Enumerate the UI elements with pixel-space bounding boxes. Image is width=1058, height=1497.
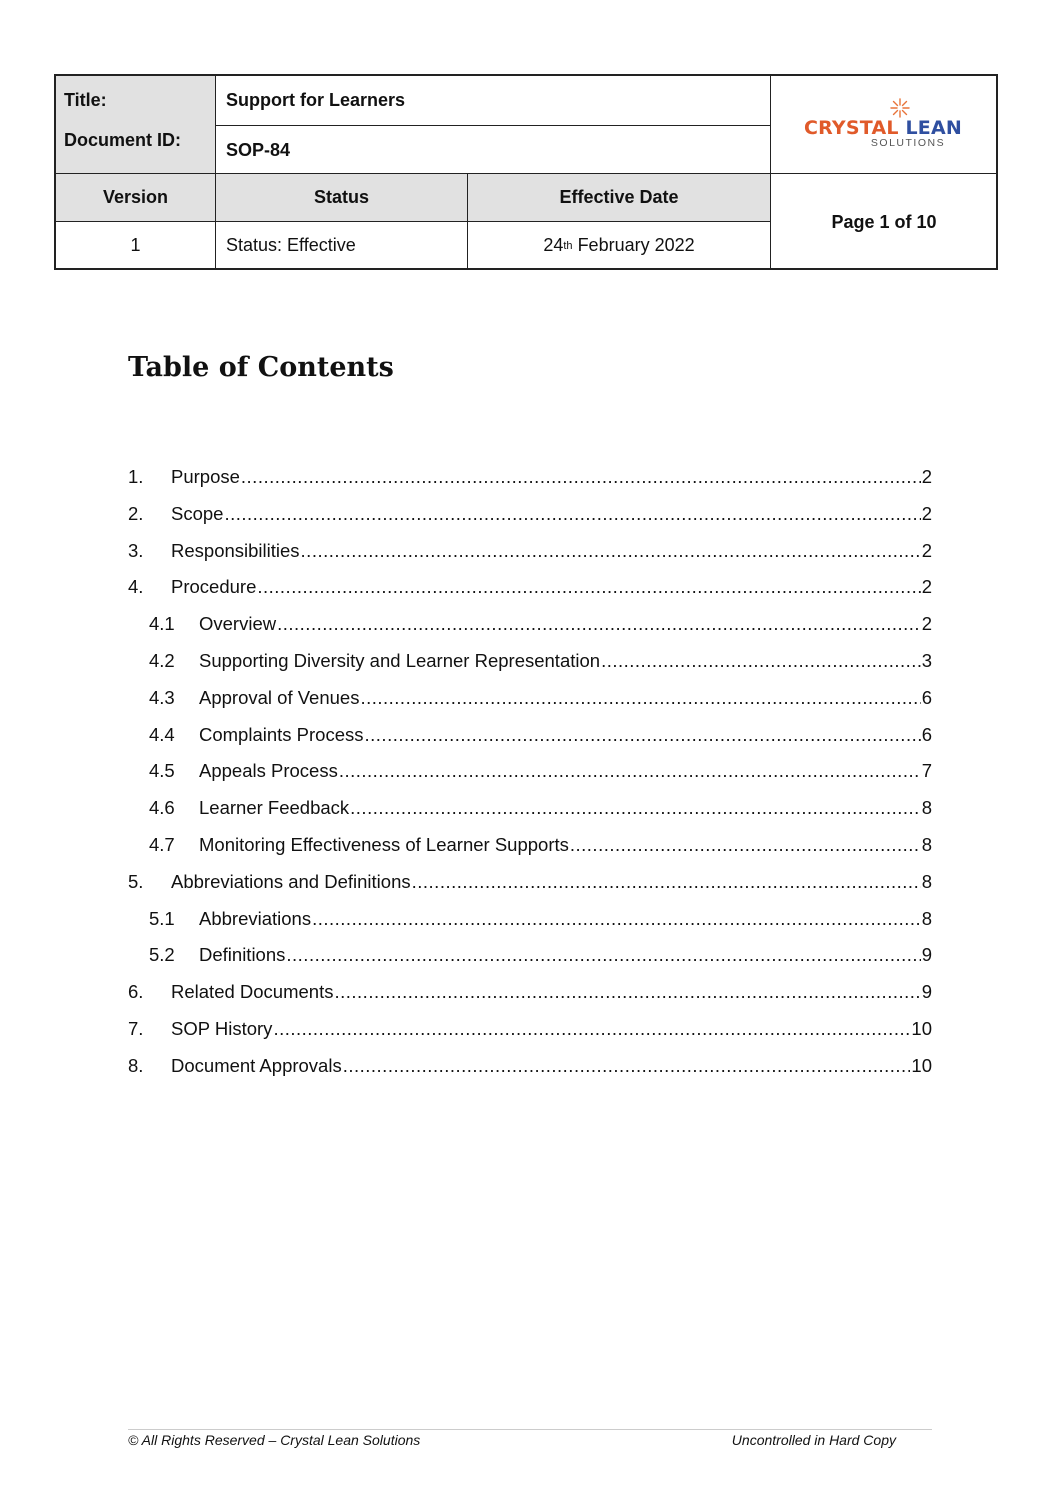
toc-entry-title: Monitoring Effectiveness of Learner Supports [199,833,569,855]
toc-entry-number: 4.4 [149,723,175,745]
toc-entry[interactable] [128,540,932,577]
toc-entry[interactable] [128,687,932,724]
document-id-value: SOP-84 [226,130,290,170]
logo-subtitle: SOLUTIONS [870,137,946,149]
logo-wordmark [804,117,962,139]
toc-entry-title: Purpose [171,466,240,487]
toc-entry-number: 4.7 [149,833,175,855]
toc-leader-dots [312,908,921,930]
toc-leader-dots [241,466,921,488]
toc-entry-title: Abbreviations [199,907,312,929]
toc-leader-dots [412,871,921,893]
toc-entry-page: 7 [921,760,932,782]
logo-word1: CRYSTAL [803,117,899,139]
toc-entry-number: 5.1 [149,907,175,929]
toc-entry-number: 7. [128,1017,144,1039]
toc-entry-title: Scope [171,502,224,524]
toc-entry-number: 6. [128,981,144,1003]
toc-entry[interactable] [128,871,932,908]
toc-entry[interactable] [128,613,932,650]
toc-entry-number: 4.2 [149,649,175,671]
toc-entry[interactable] [128,576,932,613]
toc-entry[interactable] [128,503,932,540]
title-value: Support for Learners [226,80,405,120]
toc-entry[interactable] [128,1018,932,1055]
date-suffix: th [563,239,573,252]
title-label: Title: [64,89,107,110]
toc-entry-number: 4.5 [149,760,175,782]
toc-entry-title: Document Approvals [171,1054,342,1076]
table-divider [216,125,770,126]
toc-entry-number: 4.3 [149,686,175,708]
toc-leader-dots [334,981,920,1003]
toc-entry-number: 5. [128,870,144,892]
date-day: 24 [543,235,564,255]
toc-entry-page: 6 [921,686,932,708]
toc-entry-page: 2 [921,576,932,598]
toc-entry[interactable] [128,724,932,761]
version-value: 1 [130,235,141,255]
toc-entry[interactable] [128,981,932,1018]
toc-entry-page: 8 [921,870,932,892]
page-info: Page 1 of 10 [831,211,937,232]
toc-entry-title: Learner Feedback [199,797,350,819]
toc-entry[interactable] [128,908,932,945]
toc-entry-number: 8. [128,1054,144,1076]
toc-entry-title: Procedure [171,576,257,598]
date-rest: February 2022 [572,235,695,255]
toc-leader-dots [365,724,921,746]
toc-entry-title: Approval of Venues [199,686,360,708]
toc-entry-page: 9 [921,944,932,966]
toc-leader-dots [273,1018,910,1040]
toc-entry-page: 10 [911,1054,932,1076]
toc-entry-title: Responsibilities [171,539,300,561]
toc-leader-dots [601,650,921,672]
star-burst-icon [890,98,910,118]
footer-divider [128,1429,932,1430]
version-header: Version [56,174,215,221]
toc-entry-title: Abbreviations and Definitions [171,870,411,892]
toc-entry-page: 9 [921,981,932,1003]
toc-leader-dots [350,797,921,819]
table-divider [215,74,216,270]
toc-entry-title: Overview [199,613,277,635]
toc-entry-number: 4.1 [149,613,175,635]
footer-copyright: © All Rights Reserved – Crystal Lean Solutions [128,1432,421,1448]
company-logo [770,75,996,173]
status-value: Status: Effective [226,235,356,255]
toc-leader-dots [570,834,921,856]
toc-entry[interactable] [128,650,932,687]
toc-entry[interactable] [128,1055,932,1092]
toc-leader-dots [360,687,920,709]
toc-entry-page: 8 [921,907,932,929]
toc-entry-title: Related Documents [171,981,334,1003]
toc-heading: Table of Contents [128,352,394,383]
toc-entry-page: 8 [921,833,932,855]
toc-entry-page: 3 [921,649,932,671]
toc-leader-dots [286,944,920,966]
toc-entry[interactable] [128,760,932,797]
toc-entry-page: 8 [921,797,932,819]
toc-entry-title: Definitions [199,944,286,966]
toc-entry-number: 4. [128,576,144,598]
table-of-contents [128,466,932,1092]
toc-entry-number: 5.2 [149,944,175,966]
toc-leader-dots [343,1055,911,1077]
toc-entry-title: Supporting Diversity and Learner Representation [199,649,601,671]
effective-date-header: Effective Date [468,174,770,221]
toc-entry-number: 2. [128,502,144,524]
toc-entry-page: 2 [921,466,932,487]
toc-leader-dots [224,503,920,525]
logo-word2: LEAN [905,117,962,139]
toc-leader-dots [277,613,921,635]
toc-entry-title: Complaints Process [199,723,364,745]
toc-entry-page: 2 [921,502,932,524]
toc-entry-title: SOP History [171,1017,273,1039]
toc-entry[interactable] [128,466,932,503]
toc-entry[interactable] [128,797,932,834]
toc-entry[interactable] [128,944,932,981]
toc-leader-dots [257,576,920,598]
toc-entry-page: 2 [921,539,932,561]
footer-notice: Uncontrolled in Hard Copy [731,1432,896,1448]
toc-entry-page: 2 [921,613,932,635]
effective-date-value [468,222,770,269]
toc-entry-title: Appeals Process [199,760,338,782]
toc-entry-page: 10 [911,1017,932,1039]
document-id-label: Document ID: [64,129,181,150]
status-header: Status [216,174,467,221]
toc-entry[interactable] [128,834,932,871]
toc-leader-dots [339,760,921,782]
toc-leader-dots [301,540,921,562]
toc-entry-page: 6 [921,723,932,745]
toc-entry-number: 1. [128,466,144,487]
toc-entry-number: 3. [128,539,144,561]
toc-entry-number: 4.6 [149,797,175,819]
